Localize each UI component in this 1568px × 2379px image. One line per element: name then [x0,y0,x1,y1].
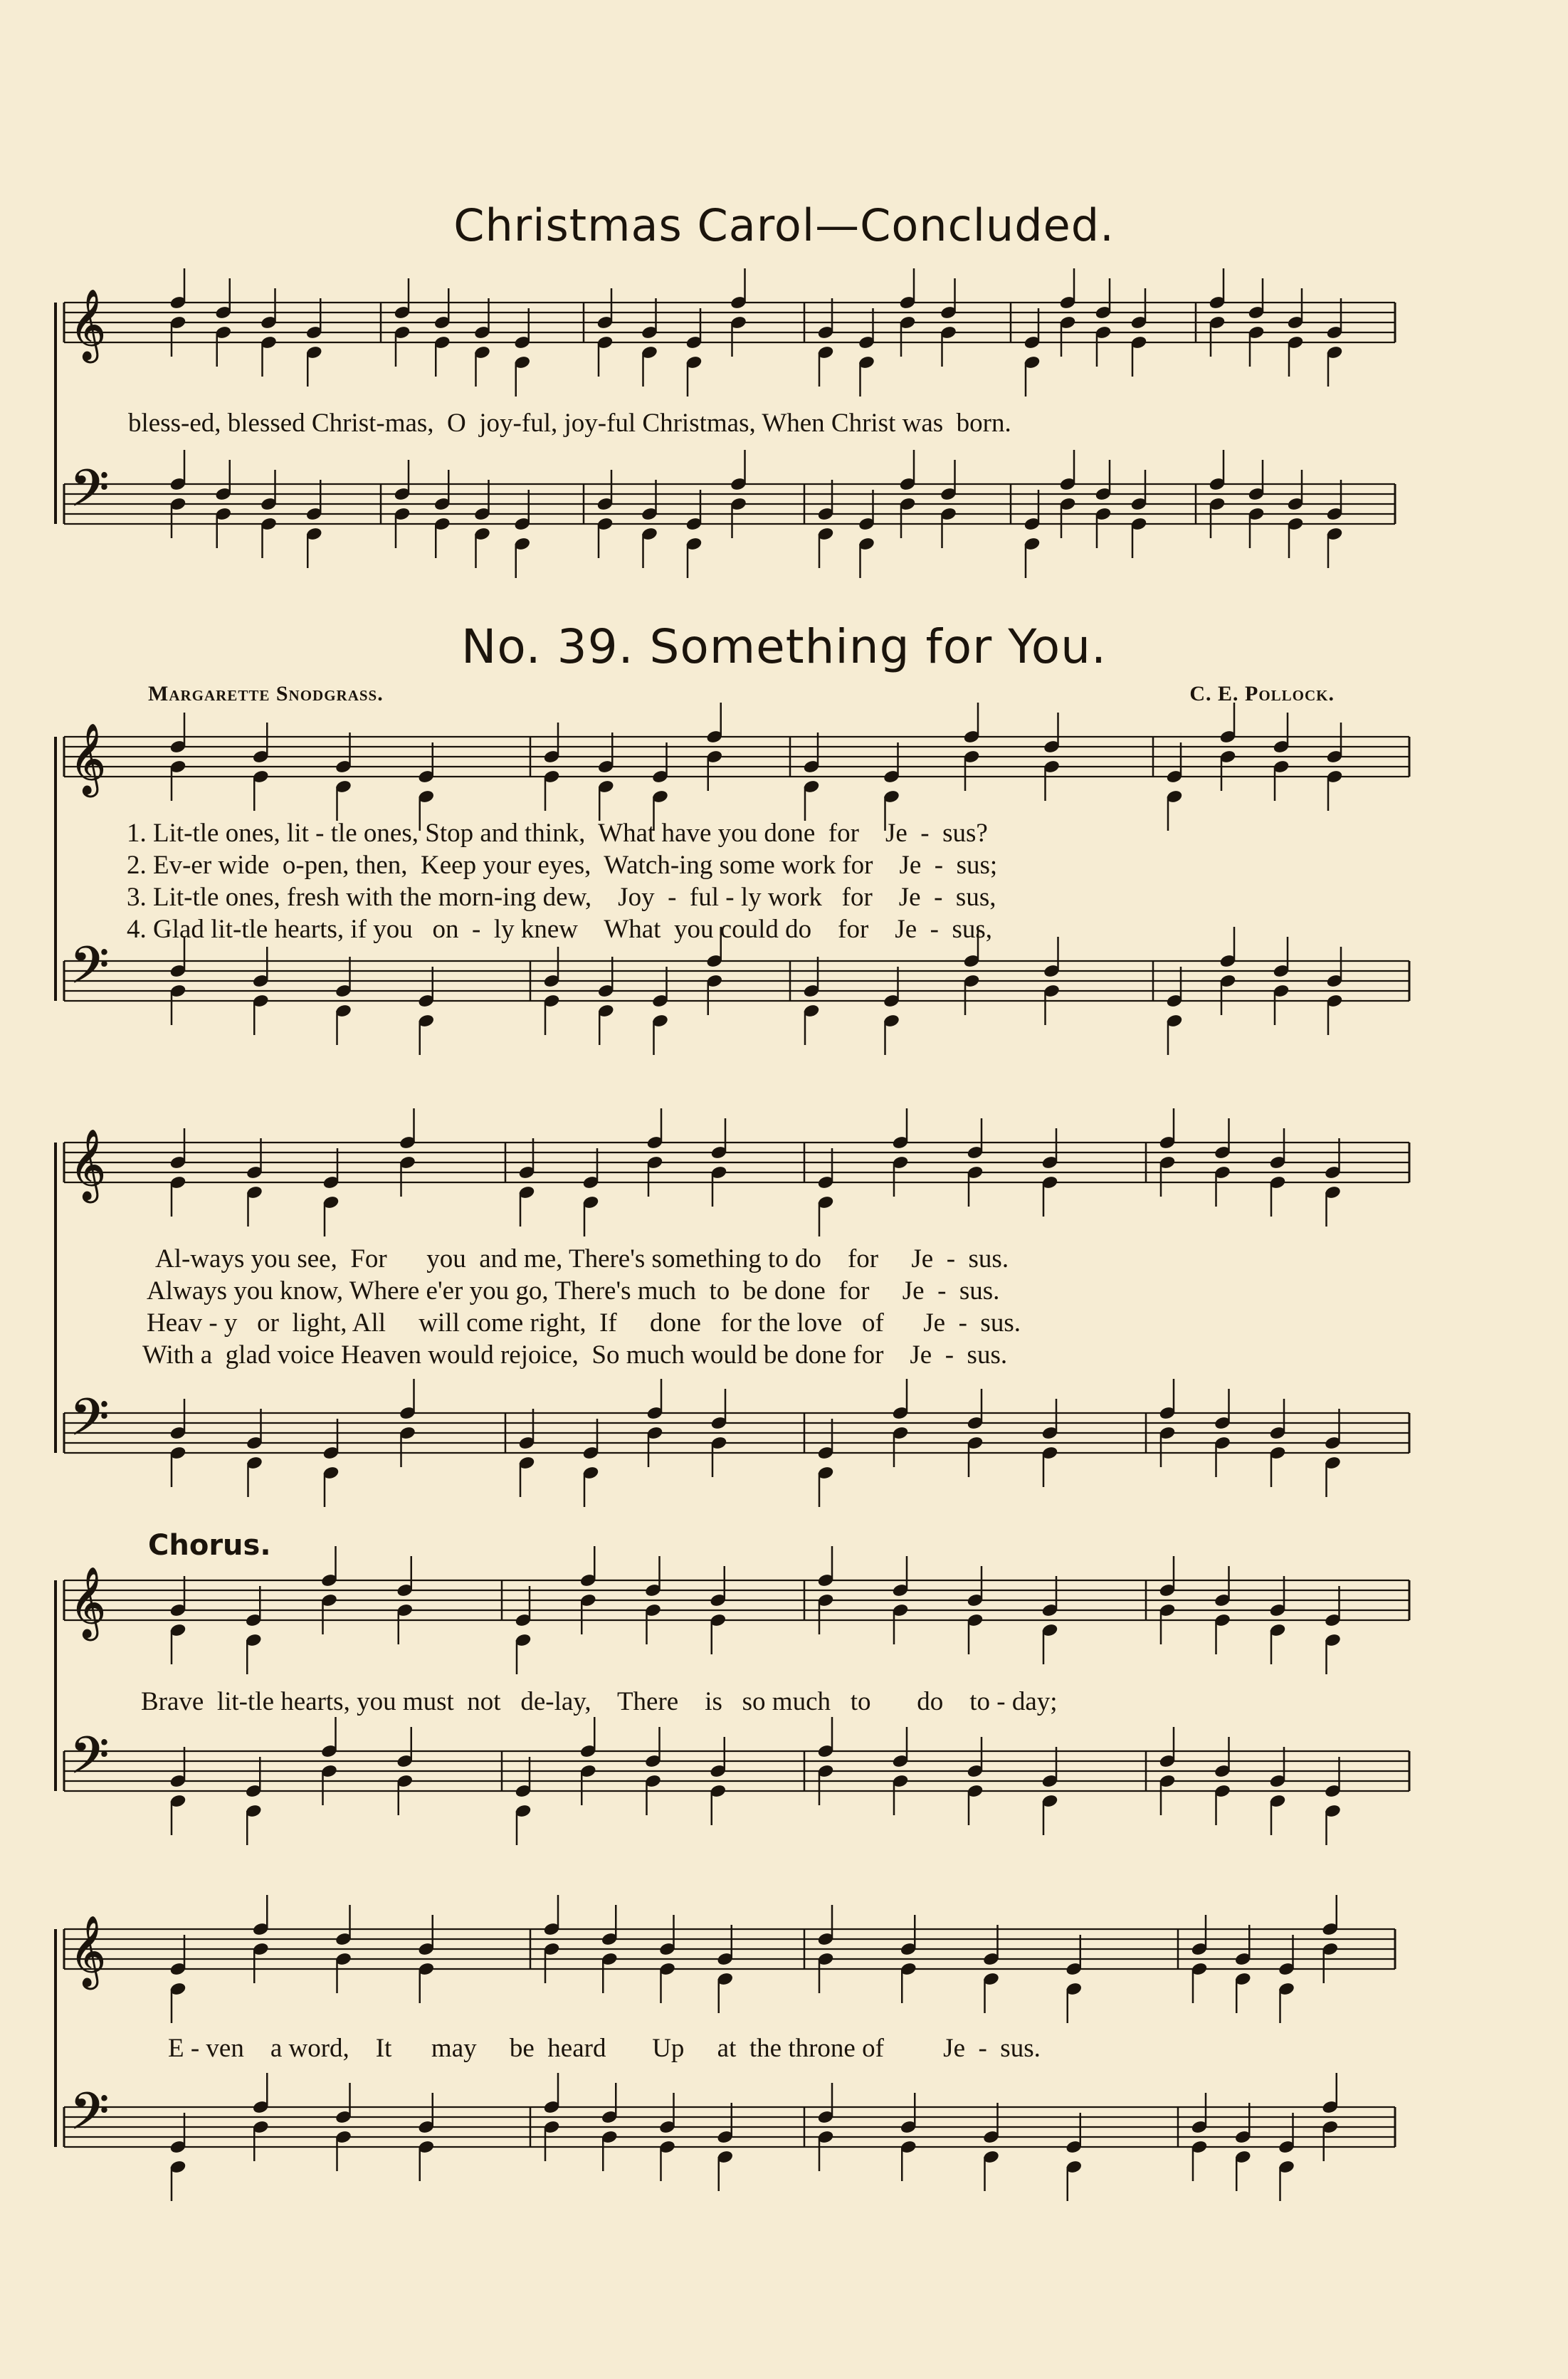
carol-lyric-line: bless-ed, blessed Christ-mas, O joy-ful, joy-ful Christmas, When Christ was born. [128,409,1011,438]
verse-line: Heav - y or light, All will come right, If done for the love of Je - sus. [147,1308,1021,1338]
bass-clef-icon: 𝄢 [70,936,110,1007]
words-credit: Margarette Snodgrass. [148,682,384,705]
carol-title: Christmas Carol—Concluded. [453,199,1115,251]
treble-clef-icon: 𝄞 [70,1567,106,1638]
verse-line: Always you know, Where e'er you go, There's much to be done for Je - sus. [147,1276,1000,1306]
bass-clef-icon: 𝄢 [70,2082,110,2153]
song-title: No. 39. Something for You. [461,619,1107,674]
treble-clef-icon: 𝄞 [70,1129,106,1200]
treble-clef-icon: 𝄞 [70,1916,106,1987]
verse-line: Al-ways you see, For you and me, There's something to do for Je - sus. [155,1244,1009,1273]
bass-clef-icon: 𝄢 [70,1388,110,1459]
bass-clef-icon: 𝄢 [70,1726,110,1797]
music-credit: C. E. Pollock. [1189,682,1335,705]
chorus-lyric-line: E - ven a word, It may be heard Up at the throne of Je - sus. [168,2034,1041,2063]
chorus-label: Chorus. [148,1529,271,1562]
verse-line: 3. Lit-tle ones, fresh with the morn-ing dew, Joy - ful - ly work for Je - sus, [127,883,996,912]
verse-line: 2. Ev-er wide o-pen, then, Keep your eyes, Watch-ing some work for Je - sus; [127,851,998,880]
chorus-lyric-line: Brave lit-tle hearts, you must not de-lay, There is so much to do to - day; [141,1687,1058,1716]
verse-line: 4. Glad lit-tle hearts, if you on - ly knew What you could do for Je - sus, [127,915,992,944]
verse-line: 1. Lit-tle ones, lit - tle ones, Stop and think, What have you done for Je - sus? [127,819,988,848]
treble-clef-icon: 𝄞 [70,289,106,360]
verse-line: With a glad voice Heaven would rejoice, So much would be done for Je - sus. [142,1340,1008,1370]
bass-clef-icon: 𝄢 [70,459,110,530]
treble-clef-icon: 𝄞 [70,723,106,794]
